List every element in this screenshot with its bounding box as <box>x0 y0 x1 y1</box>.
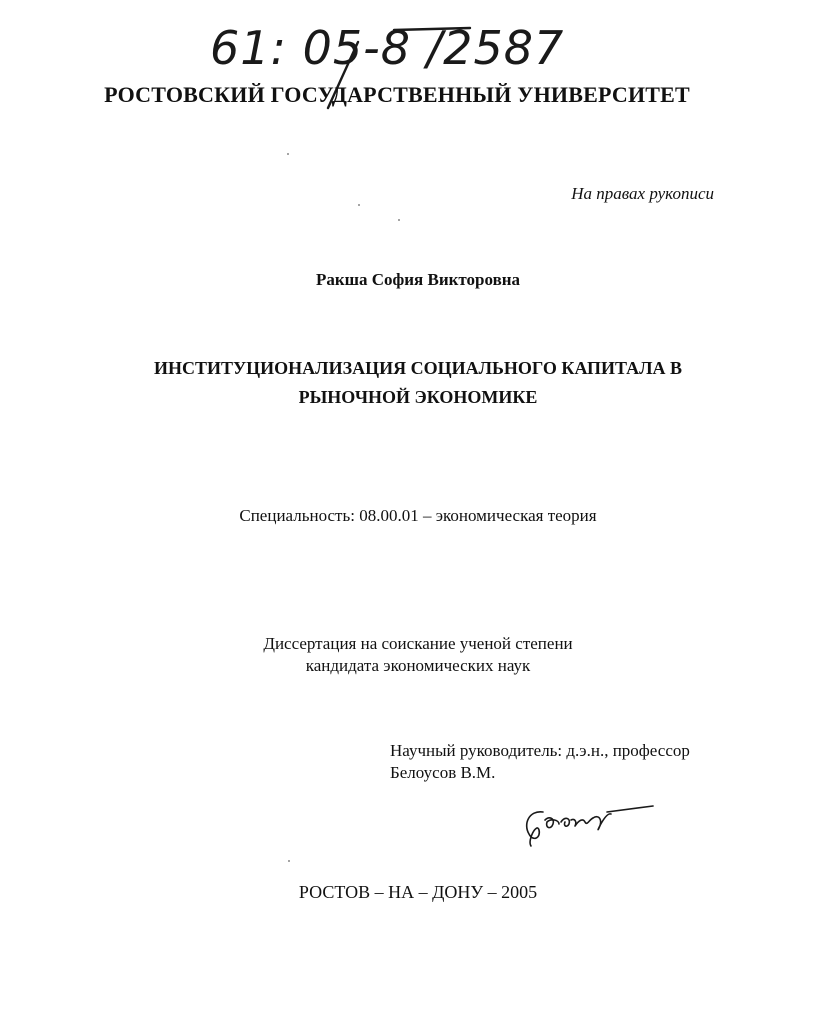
city-and-year: РОСТОВ – НА – ДОНУ – 2005 <box>298 882 538 902</box>
degree-statement <box>0 633 836 677</box>
degree-line-1: Диссертация на соискание ученой степени <box>263 634 573 653</box>
supervisor-line-1: Научный руководитель: д.э.н., профессор <box>390 741 690 760</box>
scan-speck <box>358 204 360 206</box>
scan-speck <box>398 219 400 221</box>
supervisor-line-2: Белоусов В.М. <box>390 763 496 782</box>
title-line-2: РЫНОЧНОЙ ЭКОНОМИКЕ <box>298 387 538 407</box>
supervisor <box>390 740 690 784</box>
rights-note: На правах рукописи <box>571 184 714 203</box>
dissertation-title <box>0 354 836 412</box>
handwritten-signature <box>515 790 665 850</box>
specialty: Специальность: 08.00.01 – экономическая теория <box>239 506 597 525</box>
scan-speck <box>288 860 290 862</box>
title-line-1: ИНСТИТУЦИОНАЛИЗАЦИЯ СОЦИАЛЬНОГО КАПИТАЛА В <box>153 358 683 378</box>
degree-line-2: кандидата экономических наук <box>305 656 531 675</box>
author-name: Ракша София Викторовна <box>315 270 521 289</box>
university-name: РОСТОВСКИЙ ГОСУДАРСТВЕННЫЙ УНИВЕРСИТЕТ <box>104 82 690 107</box>
scan-speck <box>287 153 289 155</box>
handwritten-number-text: 61: 05-8 /2587 <box>210 21 565 75</box>
